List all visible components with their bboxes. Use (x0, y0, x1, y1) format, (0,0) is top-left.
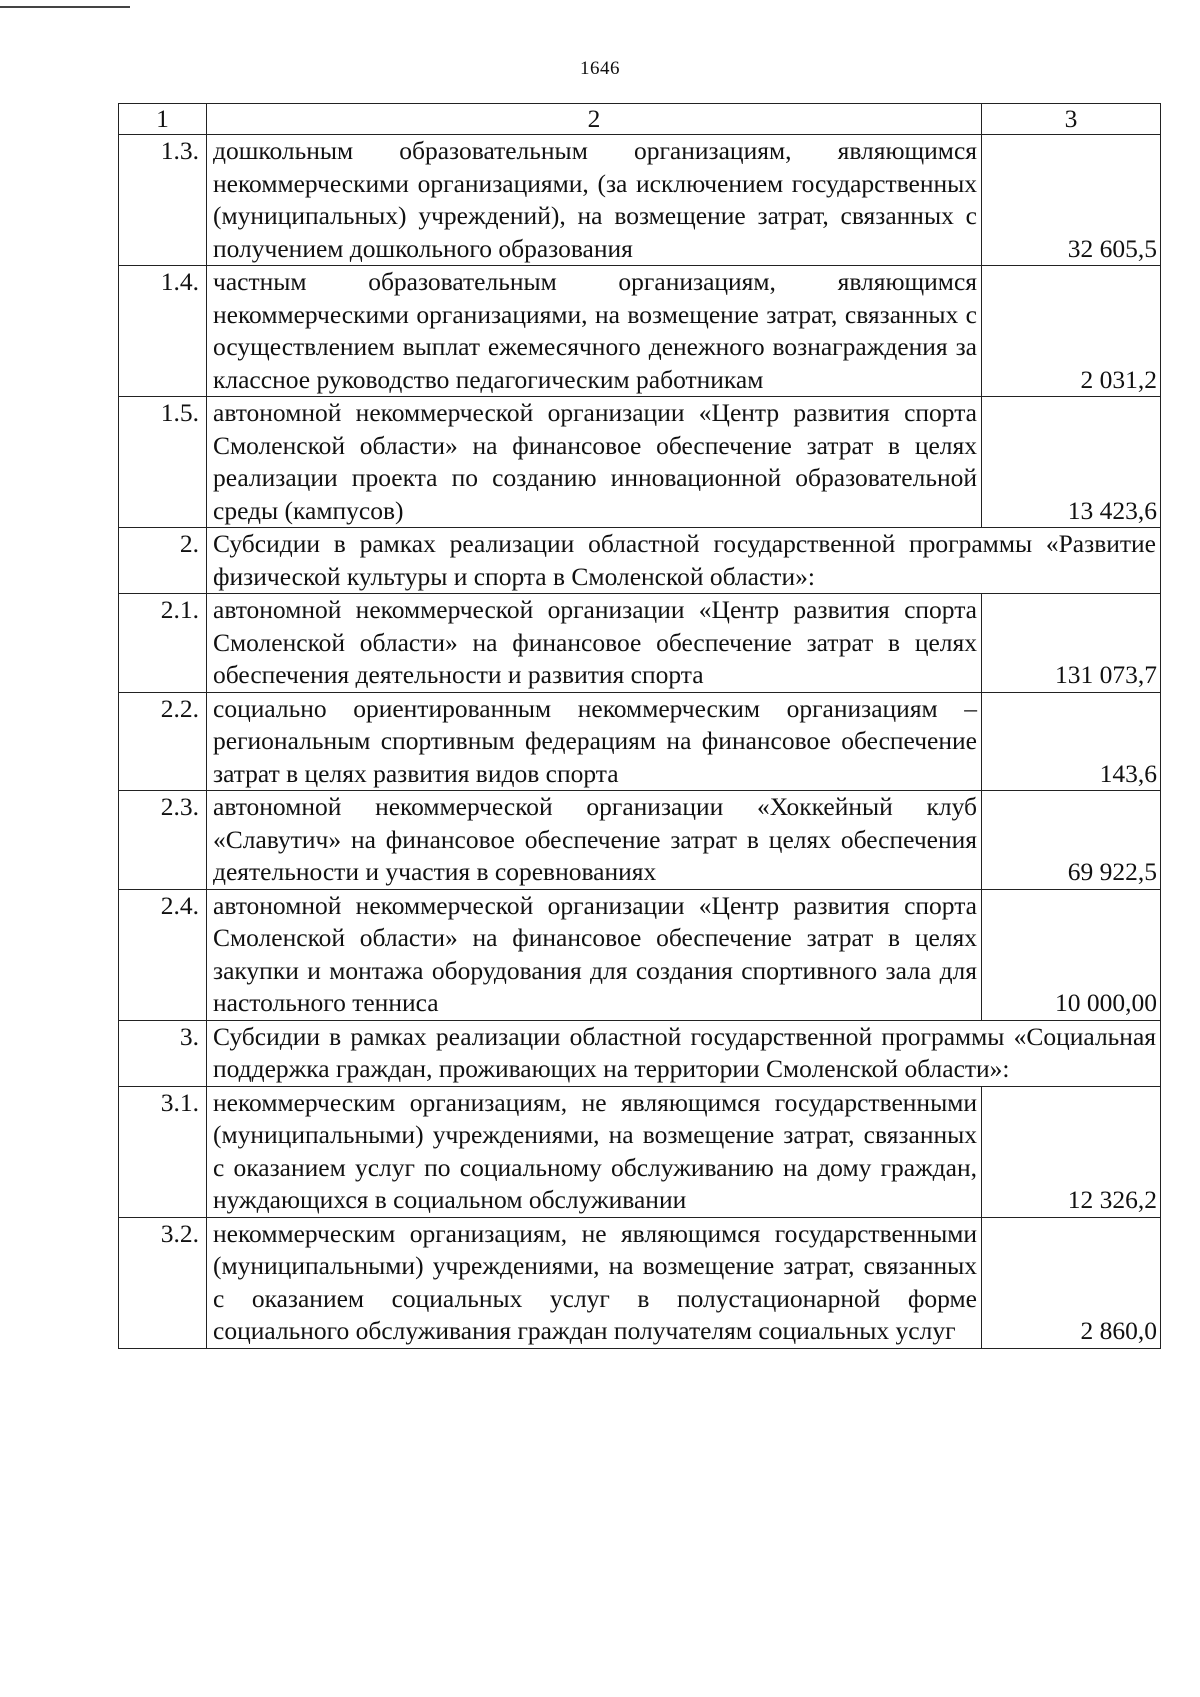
row-number: 1.3. (119, 135, 207, 266)
row-description: автономной некоммерческой организации «Хоккейный клуб «Славутич» на финансовое обеспечение затрат в целях обеспечения деятельности и участия в соревнованиях (207, 791, 982, 890)
row-description: некоммерческим организациям, не являющимся государственными (муниципальными) учреждениями, на возмещение затрат, связанных с оказанием услуг по социальному обслуживанию на дому граждан, нуждающихся в социальном обслуживании (207, 1086, 982, 1217)
column-header-3: 3 (982, 104, 1161, 135)
row-number: 2.1. (119, 594, 207, 693)
row-amount: 2 031,2 (982, 266, 1161, 397)
column-header-1: 1 (119, 104, 207, 135)
row-number: 2.2. (119, 692, 207, 791)
table-row (119, 135, 1161, 266)
table-row (119, 266, 1161, 397)
row-amount: 13 423,6 (982, 397, 1161, 528)
section-number: 3. (119, 1020, 207, 1086)
row-amount: 10 000,00 (982, 889, 1161, 1020)
row-description: автономной некоммерческой организации «Центр развития спорта Смоленской области» на финансовое обеспечение затрат в целях реализации проекта по созданию инновационной образовательной среды (кампусов) (207, 397, 982, 528)
row-description: некоммерческим организациям, не являющимся государственными (муниципальными) учреждениями, на возмещение затрат, связанных с оказанием социальных услуг в полустационарной форме социального обслуживания граждан получателям социальных услуг (207, 1217, 982, 1348)
row-number: 1.4. (119, 266, 207, 397)
row-number: 2.4. (119, 889, 207, 1020)
row-amount: 2 860,0 (982, 1217, 1161, 1348)
row-description: автономной некоммерческой организации «Центр развития спорта Смоленской области» на финансовое обеспечение затрат в целях обеспечения деятельности и развития спорта (207, 594, 982, 693)
row-number: 2.3. (119, 791, 207, 890)
column-header-2: 2 (207, 104, 982, 135)
subsidy-table (118, 103, 1161, 1349)
table-row (119, 1086, 1161, 1217)
table-row (119, 594, 1161, 693)
table-header-row (119, 104, 1161, 135)
section-row (119, 1020, 1161, 1086)
scan-edge-line (0, 6, 130, 8)
row-description: дошкольным образовательным организациям, являющимся некоммерческими организациями, (за исключением государственных (муниципальных) учреждений), на возмещение затрат, связанных с получением дошкольного образования (207, 135, 982, 266)
table-row (119, 1217, 1161, 1348)
row-number: 1.5. (119, 397, 207, 528)
section-title: Субсидии в рамках реализации областной государственной программы «Развитие физической культуры и спорта в Смоленской области»: (207, 528, 1161, 594)
row-amount: 69 922,5 (982, 791, 1161, 890)
row-amount: 143,6 (982, 692, 1161, 791)
section-number: 2. (119, 528, 207, 594)
row-amount: 12 326,2 (982, 1086, 1161, 1217)
section-title: Субсидии в рамках реализации областной государственной программы «Социальная поддержка граждан, проживающих на территории Смоленской области»: (207, 1020, 1161, 1086)
table-row (119, 791, 1161, 890)
row-number: 3.2. (119, 1217, 207, 1348)
page-number: 1646 (580, 58, 620, 79)
section-row (119, 528, 1161, 594)
row-amount: 131 073,7 (982, 594, 1161, 693)
table-row (119, 397, 1161, 528)
row-number: 3.1. (119, 1086, 207, 1217)
row-description: частным образовательным организациям, являющимся некоммерческими организациями, на возмещение затрат, связанных с осуществлением выплат ежемесячного денежного вознаграждения за классное руководство педагогическим работникам (207, 266, 982, 397)
row-amount: 32 605,5 (982, 135, 1161, 266)
row-description: автономной некоммерческой организации «Центр развития спорта Смоленской области» на финансовое обеспечение затрат в целях закупки и монтажа оборудования для создания спортивного зала для настольного тенниса (207, 889, 982, 1020)
table-row (119, 889, 1161, 1020)
table-row (119, 692, 1161, 791)
row-description: социально ориентированным некоммерческим организациям – региональным спортивным федерациям на финансовое обеспечение затрат в целях развития видов спорта (207, 692, 982, 791)
